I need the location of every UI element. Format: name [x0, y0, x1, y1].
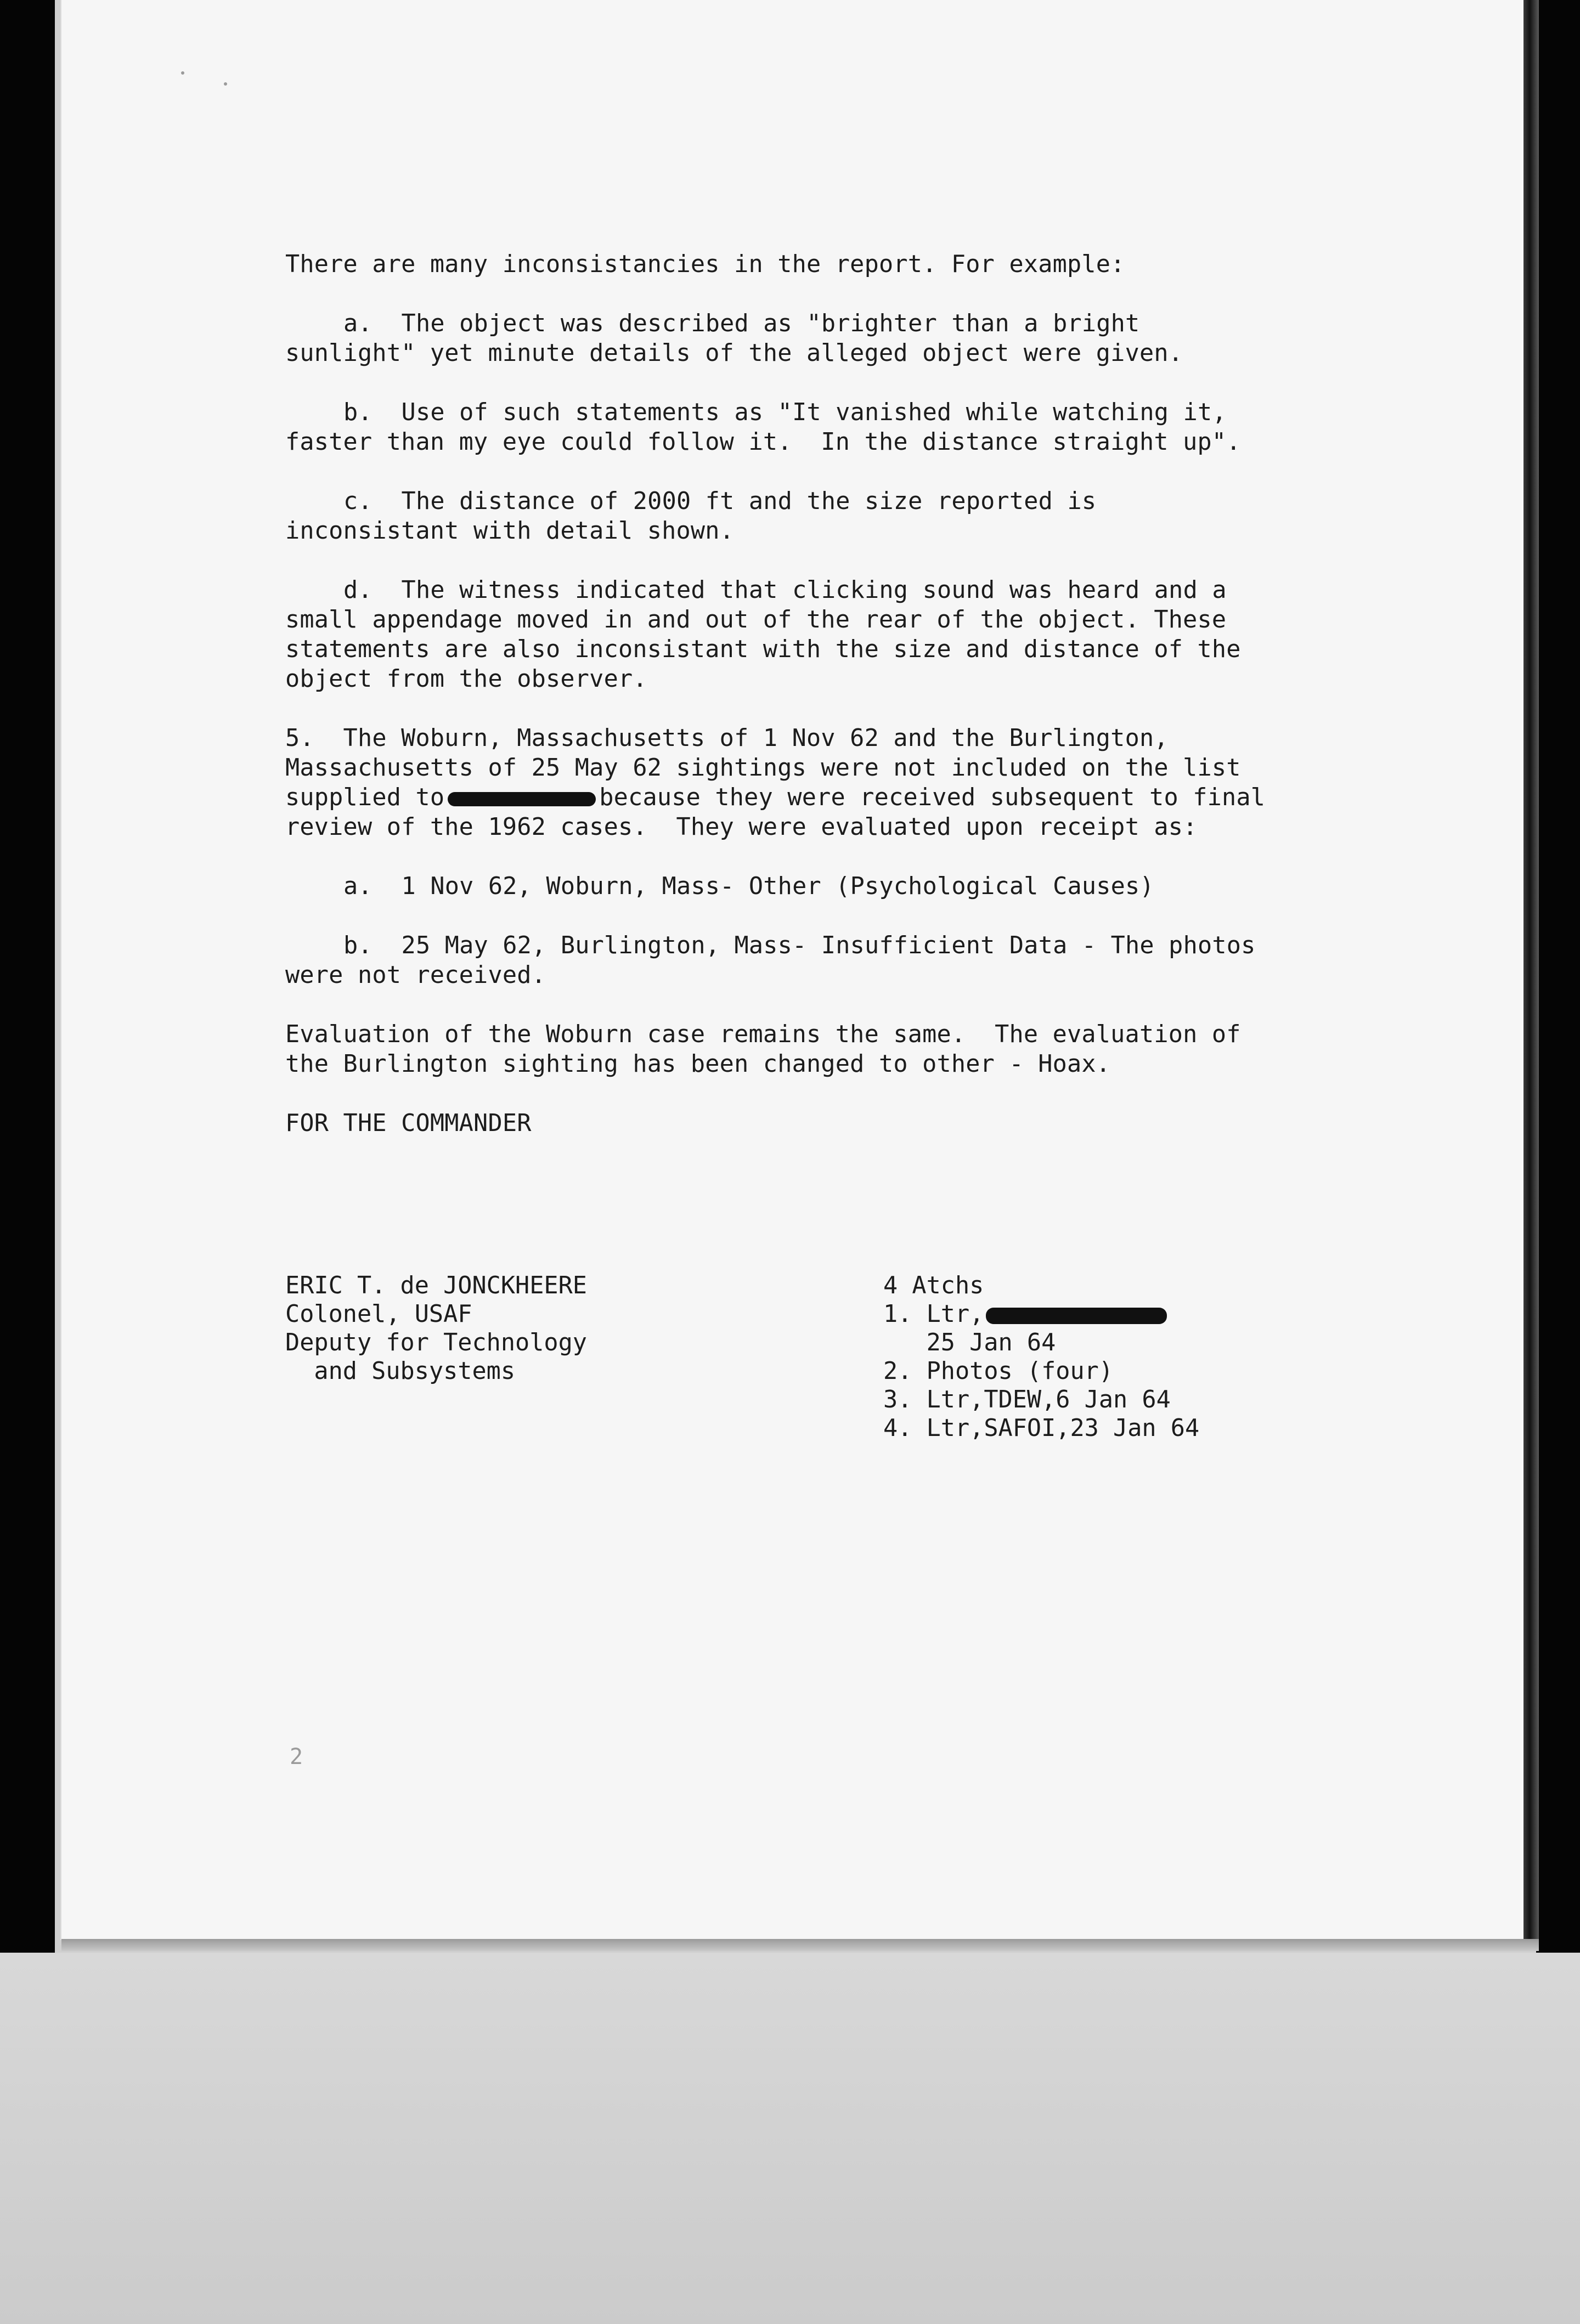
item-b-paragraph: b. Use of such statements as "It vanished while watching it, faster than my eye could follow it. In the distance straight up". [285, 399, 1242, 456]
attachments-list [883, 1271, 1199, 1443]
attachments-header: 4 Atchs [883, 1272, 984, 1299]
intro-paragraph: There are many inconsistancies in the report. For example: [285, 251, 1125, 278]
attachment-item: 3. Ltr,TDEW,6 Jan 64 [883, 1386, 1171, 1413]
closing-line: FOR THE COMMANDER [285, 1110, 532, 1137]
attachment-item: 2. Photos (four) [883, 1358, 1114, 1385]
page-number: 2 [290, 1744, 303, 1769]
evaluation-paragraph: Evaluation of the Woburn case remains the same. The evaluation of the Burlington sighting has been changed to other - Hoax. [285, 1021, 1256, 1078]
signer-name: ERIC T. de JONCKHEERE [285, 1272, 587, 1299]
redaction-mark [448, 792, 596, 806]
attachment-1-date: 25 Jan 64 [883, 1329, 1056, 1356]
attachment-item [883, 1300, 1199, 1328]
signer-rank: Colonel, USAF [285, 1300, 472, 1328]
scanner-bed [0, 1953, 1580, 2324]
dust-speck [181, 71, 184, 75]
paragraph-5 [285, 723, 1284, 842]
dust-speck [224, 82, 227, 86]
item-a-paragraph: a. The object was described as "brighter than a bright sunlight" yet minute details of the alleged object were given. [285, 310, 1183, 367]
signature-block [285, 1271, 587, 1386]
signer-title-cont: and Subsystems [285, 1358, 516, 1385]
attachment-item: 4. Ltr,SAFOI,23 Jan 64 [883, 1415, 1200, 1442]
page-bottom-edge [61, 1939, 1539, 1951]
evaluation-a-paragraph: a. 1 Nov 62, Woburn, Mass- Other (Psychological Causes) [343, 873, 1154, 900]
item-d-paragraph: d. The witness indicated that clicking sound was heard and a small appendage moved in and out of the rear of the object. These statements are also inconsistant with the size and distance of the object from the observer. [285, 576, 1256, 693]
redaction-mark [986, 1308, 1167, 1324]
item-c-paragraph: c. The distance of 2000 ft and the size reported is inconsistant with detail shown. [285, 488, 1111, 545]
letter-body [285, 250, 1284, 1168]
signer-title: Deputy for Technology [285, 1329, 587, 1356]
page-edge-shadow [1523, 0, 1539, 1942]
paragraph-5-end: because they were received subsequent to final review of the 1962 cases. They were evaluated upon receipt as: [285, 784, 1280, 841]
evaluation-b-paragraph: b. 25 May 62, Burlington, Mass- Insufficient Data - The photos were not received. [285, 932, 1270, 989]
paragraph-5-start: 5. The Woburn, Massachusetts of 1 Nov 62 and the Burlington, Massachusetts of 25 May 62 sightings were not included on the list supplied to [285, 725, 1256, 811]
attachment-1-label: 1. Ltr, [883, 1300, 984, 1328]
